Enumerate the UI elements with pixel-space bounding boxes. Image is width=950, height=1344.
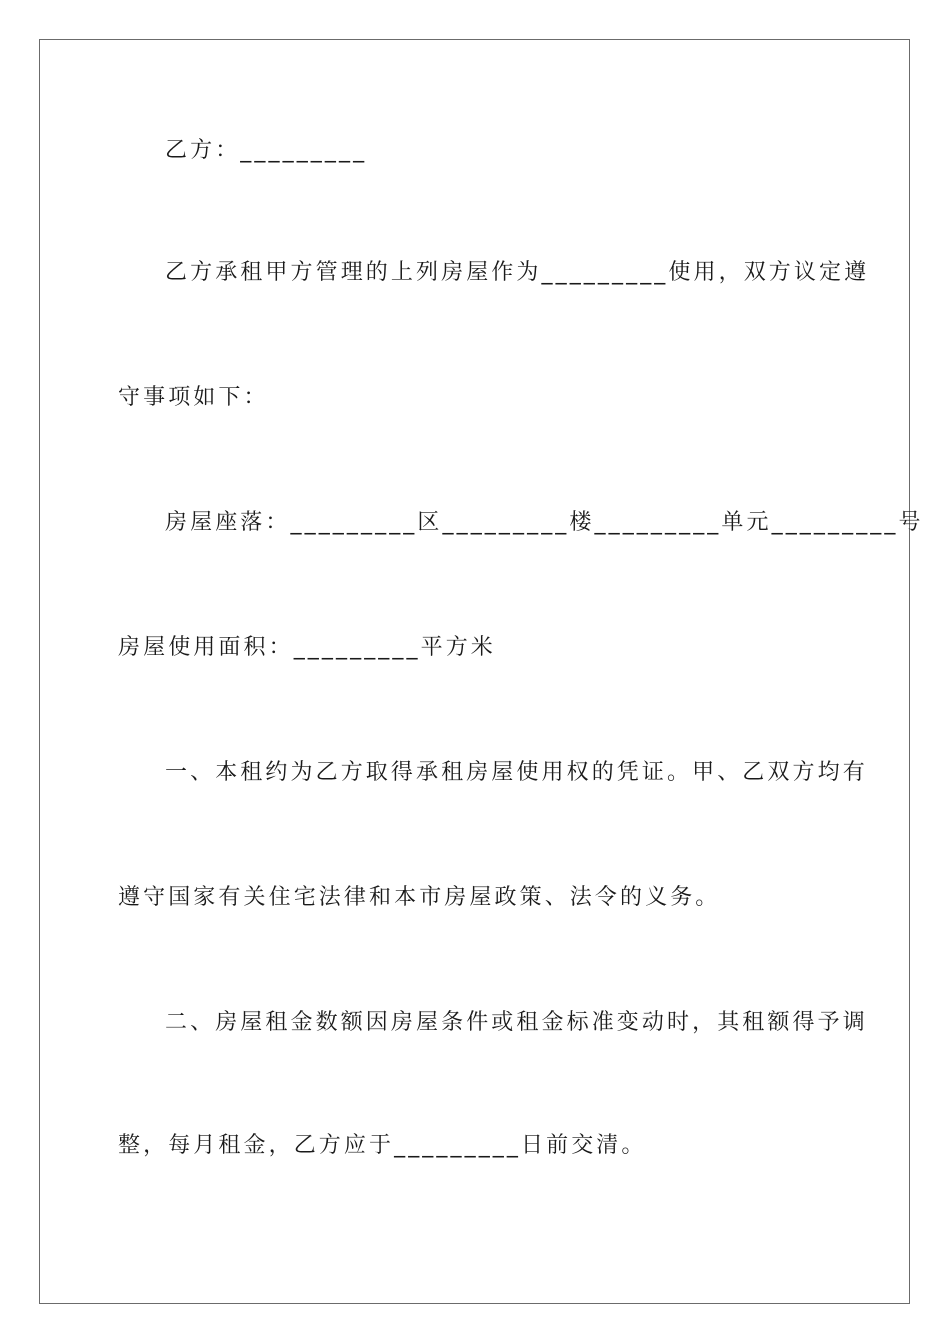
clause-two-line-continued: 整，每月租金，乙方应于_________日前交清。 [118, 1133, 647, 1158]
house-area-line: 房屋使用面积：_________平方米 [118, 635, 496, 660]
lease-purpose-line-continued: 守事项如下： [118, 385, 269, 410]
party-b-line: 乙方：_________ [165, 138, 368, 163]
clause-one-line-continued: 遵守国家有关住宅法律和本市房屋政策、法令的义务。 [118, 885, 721, 910]
page-border [39, 39, 910, 1304]
house-location-line: 房屋座落：_________区_________楼_________单元_________号 [165, 510, 924, 535]
clause-two-line: 二、房屋租金数额因房屋条件或租金标准变动时，其租额得予调 [165, 1010, 868, 1035]
lease-purpose-line: 乙方承租甲方管理的上列房屋作为_________使用，双方议定遵 [165, 260, 870, 285]
clause-one-line: 一、本租约为乙方取得承租房屋使用权的凭证。甲、乙双方均有 [165, 760, 868, 785]
